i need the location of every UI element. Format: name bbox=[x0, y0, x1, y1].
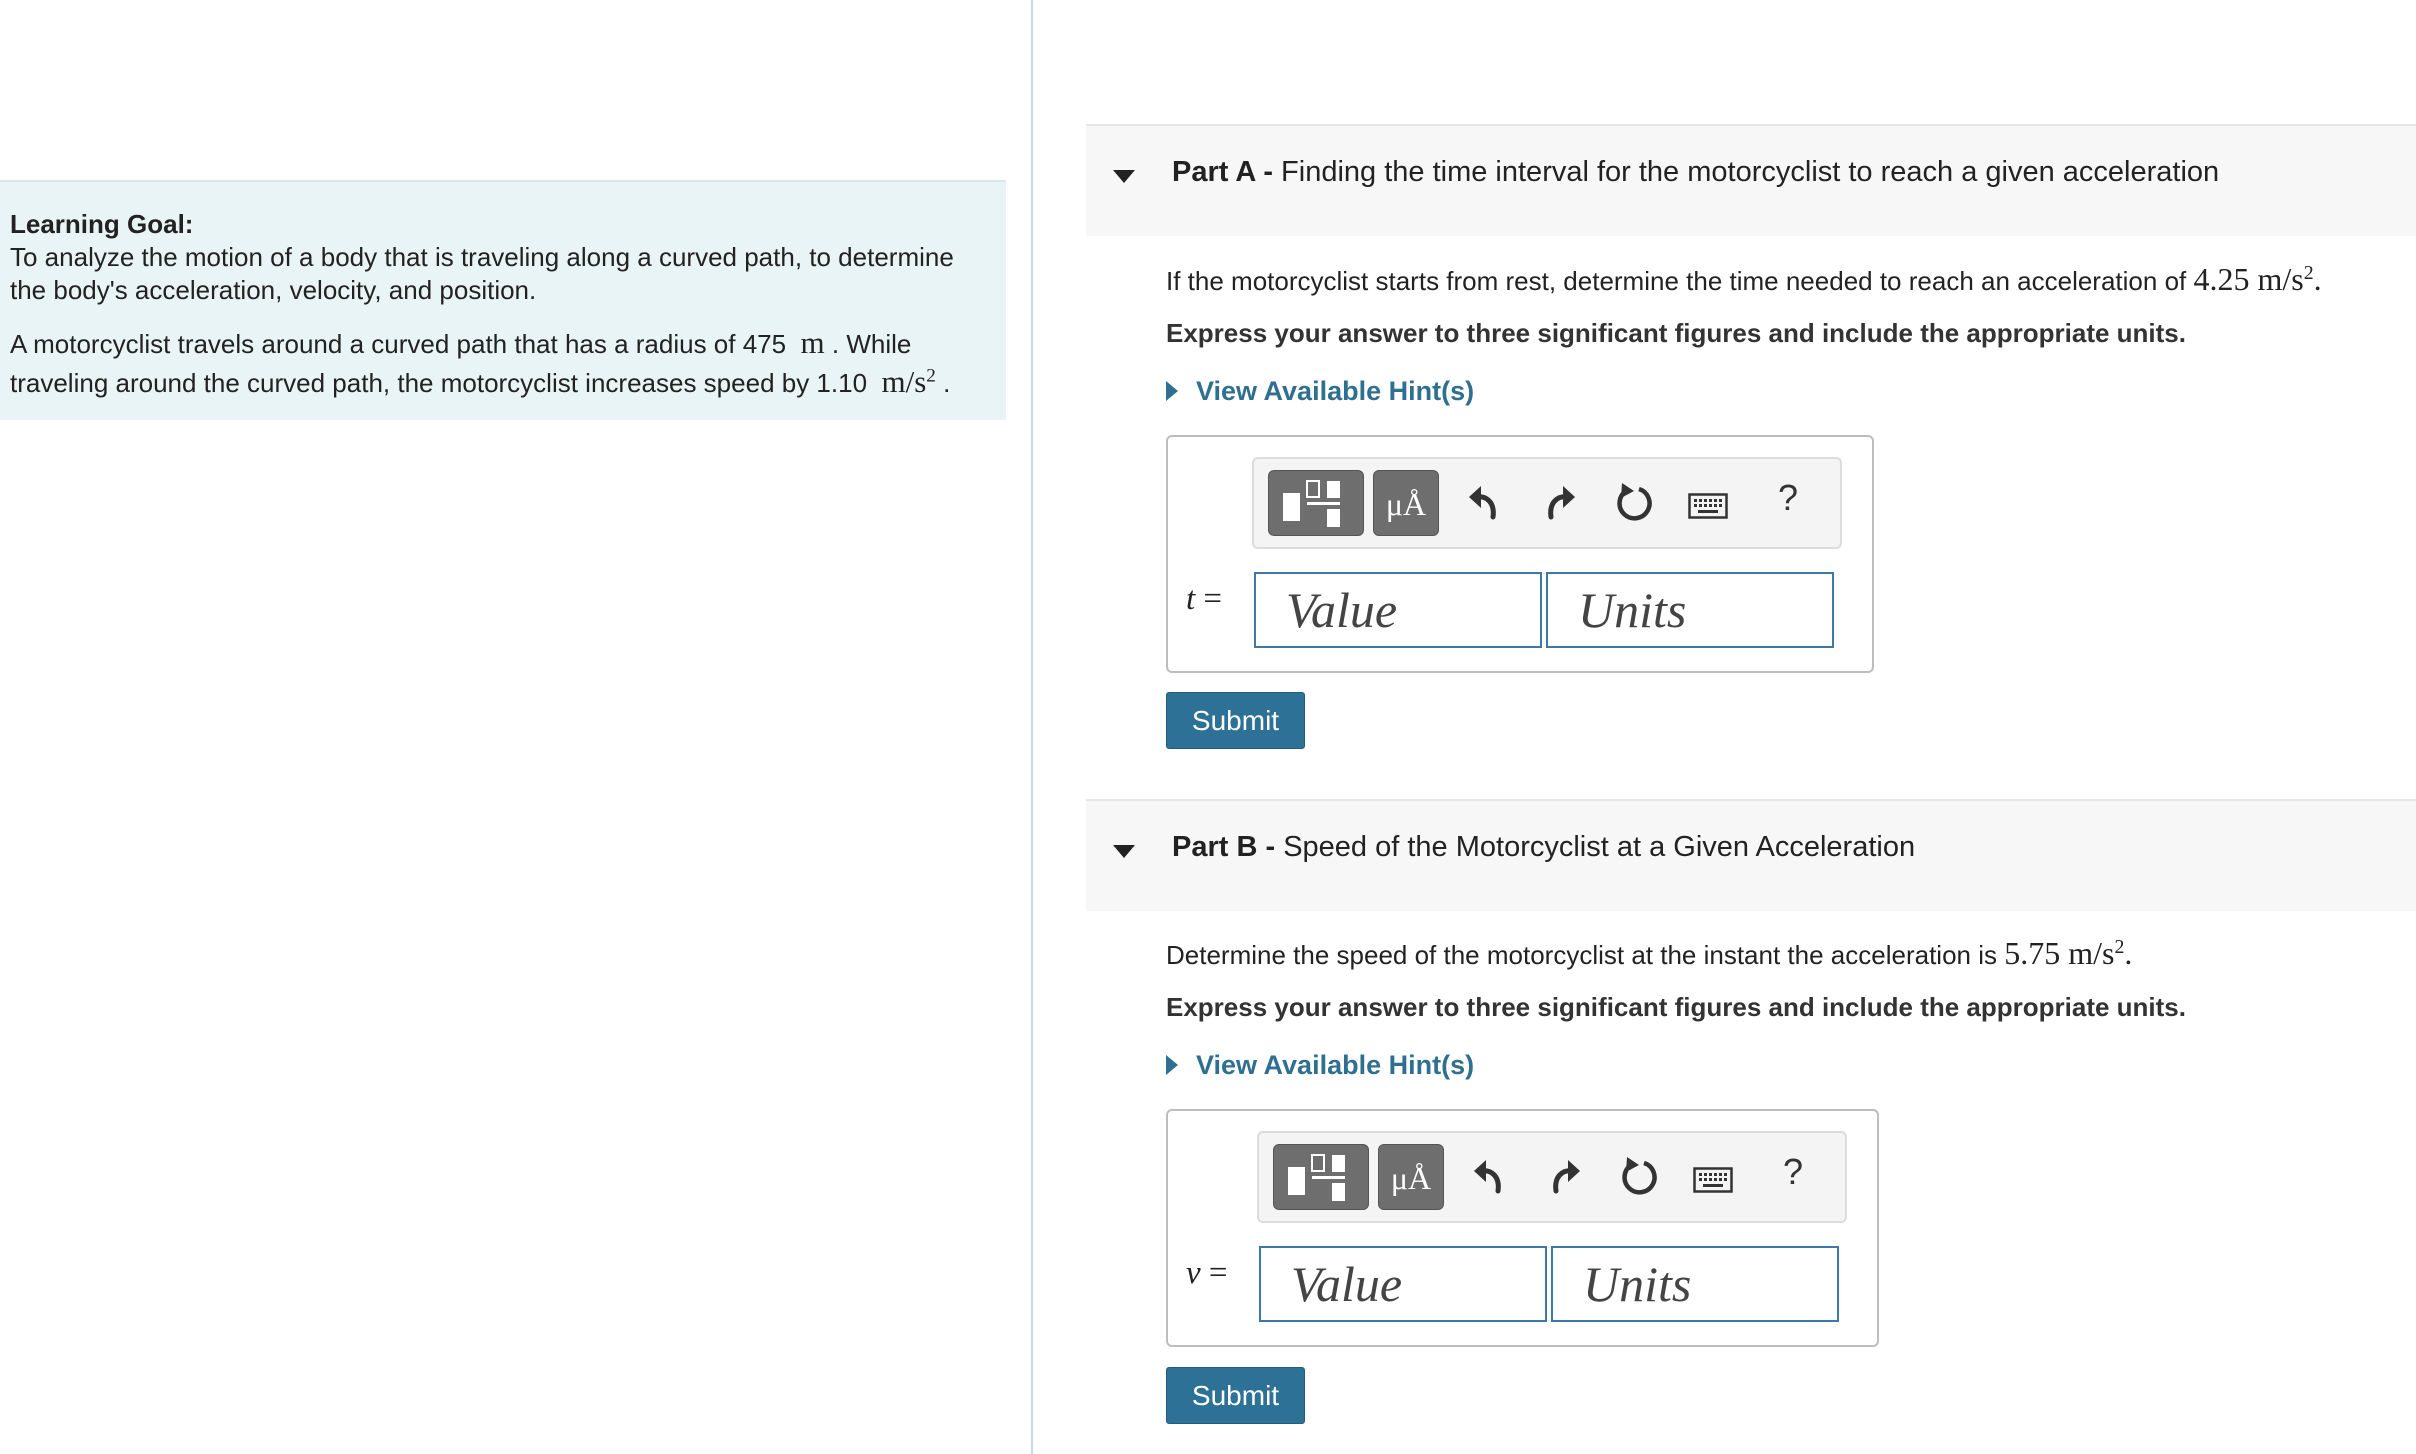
part-b-hint-text: View Available Hint(s) bbox=[1196, 1050, 1475, 1080]
part-b-variable-label bbox=[1186, 1255, 1228, 1292]
part-a-instruction: Express your answer to three significant figures and include the appropriate units. bbox=[1166, 318, 2186, 348]
problem-suffix: . bbox=[943, 368, 951, 398]
problem-statement bbox=[10, 324, 996, 402]
units-input[interactable] bbox=[1551, 1246, 1839, 1322]
part-a-hint-link[interactable] bbox=[1166, 376, 1474, 407]
part-b-title-text: Speed of the Motorcyclist at a Given Acceleration bbox=[1283, 831, 1916, 863]
part-a-question bbox=[1166, 261, 2322, 298]
equals-sign: = bbox=[1208, 1255, 1228, 1291]
learning-goal-panel bbox=[0, 180, 1006, 420]
part-b-header[interactable] bbox=[1086, 799, 2416, 911]
undo-icon[interactable] bbox=[1470, 1155, 1510, 1197]
learning-goal-description: To analyze the motion of a body that is traveling along a curved path, to determine the body's acceleration, velocity, and position. bbox=[10, 242, 954, 305]
keyboard-icon[interactable] bbox=[1693, 1167, 1733, 1193]
part-b-question bbox=[1166, 935, 2132, 972]
collapse-caret-icon[interactable] bbox=[1113, 845, 1135, 858]
templates-icon[interactable] bbox=[1268, 470, 1364, 536]
part-a-question-math bbox=[2193, 261, 2321, 297]
part-b-submit-button[interactable]: Submit bbox=[1166, 1367, 1305, 1424]
rate-unit bbox=[882, 364, 936, 399]
part-b-title bbox=[1172, 831, 1915, 864]
problem-prefix: A motorcyclist travels around a curved path that has a radius of 475 bbox=[10, 329, 787, 359]
learning-goal-title: Learning Goal: bbox=[10, 209, 194, 239]
part-a-variable-label bbox=[1186, 581, 1222, 618]
part-a-answer-box bbox=[1166, 435, 1874, 673]
math-toolbar bbox=[1257, 1131, 1847, 1223]
expand-triangle-icon bbox=[1166, 381, 1178, 401]
part-a-question-suffix: . bbox=[2313, 261, 2322, 297]
part-a-question-value: 4.25 m/s bbox=[2193, 261, 2304, 297]
math-toolbar bbox=[1252, 457, 1842, 549]
help-icon[interactable]: ? bbox=[1783, 1151, 1804, 1192]
part-b-answer-box bbox=[1166, 1109, 1879, 1347]
problem-middle: . While traveling around the curved path, the motorcyclist increases speed by 1.10 bbox=[10, 329, 912, 398]
redo-icon[interactable] bbox=[1539, 481, 1579, 523]
part-b-question-value: 5.75 m/s bbox=[2004, 935, 2115, 971]
part-b-variable: v bbox=[1186, 1255, 1201, 1291]
part-b-question-suffix: . bbox=[2124, 935, 2133, 971]
rate-unit-exponent: 2 bbox=[926, 365, 936, 387]
part-b-question-exponent: 2 bbox=[2114, 936, 2125, 959]
part-a-variable: t bbox=[1186, 581, 1196, 617]
part-a-submit-button[interactable]: Submit bbox=[1166, 692, 1305, 749]
part-a-hint-text: View Available Hint(s) bbox=[1196, 376, 1475, 406]
undo-icon[interactable] bbox=[1465, 481, 1505, 523]
help-icon[interactable]: ? bbox=[1778, 477, 1799, 518]
expand-triangle-icon bbox=[1166, 1055, 1178, 1075]
part-a-title-text: Finding the time interval for the motorcyclist to reach a given acceleration bbox=[1281, 156, 2220, 188]
part-a-header[interactable] bbox=[1086, 124, 2416, 236]
part-a-label: Part A - bbox=[1172, 156, 1273, 188]
part-a-question-prefix: If the motorcyclist starts from rest, determine the time needed to reach an acceleration of bbox=[1166, 266, 2187, 296]
part-b-question-prefix: Determine the speed of the motorcyclist at the instant the acceleration is bbox=[1166, 940, 1997, 970]
reset-icon[interactable] bbox=[1613, 481, 1655, 525]
units-input[interactable] bbox=[1546, 572, 1834, 648]
collapse-caret-icon[interactable] bbox=[1113, 170, 1135, 183]
value-input[interactable] bbox=[1254, 572, 1542, 648]
equals-sign: = bbox=[1203, 581, 1223, 617]
templates-icon[interactable] bbox=[1273, 1144, 1369, 1210]
units-icon[interactable]: μÅ bbox=[1378, 1144, 1444, 1210]
part-a-question-exponent: 2 bbox=[2303, 262, 2314, 285]
part-b-question-math bbox=[2004, 935, 2132, 971]
part-b-hint-link[interactable] bbox=[1166, 1050, 1474, 1081]
part-b-label: Part B - bbox=[1172, 831, 1276, 863]
keyboard-icon[interactable] bbox=[1688, 493, 1728, 519]
part-b-instruction: Express your answer to three significant figures and include the appropriate units. bbox=[1166, 992, 2186, 1022]
units-icon[interactable]: μÅ bbox=[1373, 470, 1439, 536]
redo-icon[interactable] bbox=[1544, 1155, 1584, 1197]
radius-unit: m bbox=[800, 325, 825, 360]
reset-icon[interactable] bbox=[1618, 1155, 1660, 1199]
part-a-title bbox=[1172, 156, 2219, 189]
column-divider bbox=[1031, 0, 1033, 1454]
value-input[interactable] bbox=[1259, 1246, 1547, 1322]
rate-unit-base: m/s bbox=[881, 364, 927, 399]
